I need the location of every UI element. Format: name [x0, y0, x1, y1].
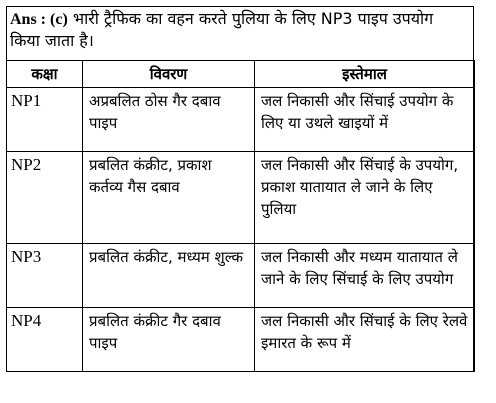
cell-usage: जल निकासी और सिंचाई के लिए रेलवे इमारत के रूप में: [255, 308, 475, 372]
answer-text: भारी ट्रैफिक का वहन करते पुलिया के लिए NP3 पाइप उपयोग किया जाता है।: [10, 9, 434, 50]
cell-class: NP3: [7, 244, 83, 308]
answer-statement: [10, 8, 466, 51]
header-class: कक्षा: [7, 61, 83, 88]
cell-class: NP4: [7, 308, 83, 372]
cell-class: NP2: [7, 151, 83, 243]
cell-usage: जल निकासी और मध्यम यातायात ले जाने के लिए सिंचाई के लिए उपयोग: [255, 244, 475, 308]
cell-description: प्रबलित कंक्रीट, मध्यम शुल्क: [83, 244, 255, 308]
pipe-class-table: [6, 60, 475, 372]
table-row: [7, 88, 475, 152]
header-description: विवरण: [83, 61, 255, 88]
answer-prefix: Ans : (c): [10, 11, 68, 28]
cell-description: प्रबलित कंक्रीट, प्रकाश कर्तव्य गैस दबाव: [83, 151, 255, 243]
header-usage: इस्तेमाल: [255, 61, 475, 88]
cell-usage: जल निकासी और सिंचाई के उपयोग, प्रकाश यातायात ले जाने के लिए पुलिया: [255, 151, 475, 243]
cell-class: NP1: [7, 88, 83, 152]
table-row: [7, 244, 475, 308]
cell-description: प्रबलित कंक्रीट गैर दबाव पाइप: [83, 308, 255, 372]
cell-usage: जल निकासी और सिंचाई उपयोग के लिए या उथले खाइयों में: [255, 88, 475, 152]
table-row: [7, 308, 475, 372]
cell-description: अप्रबलित ठोस गैर दबाव पाइप: [83, 88, 255, 152]
table-header-row: [7, 61, 475, 88]
table-row: [7, 151, 475, 243]
